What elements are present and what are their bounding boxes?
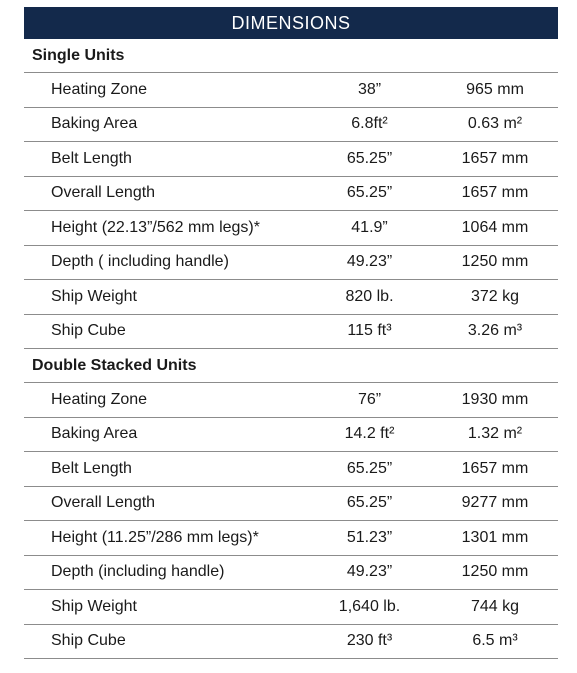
imperial-value: 41.9”	[351, 218, 388, 236]
table-row	[24, 418, 558, 453]
metric-value: 1.32 m²	[467, 425, 523, 443]
metric-value: 1930 mm	[461, 390, 529, 408]
imperial-value: 14.2 ft²	[344, 425, 395, 443]
table-row	[24, 108, 558, 143]
metric-value: 1301 mm	[461, 528, 529, 546]
section-heading-double-stacked-units: Double Stacked Units	[24, 349, 558, 383]
imperial-value: 1,640 lb.	[338, 597, 401, 615]
metric-value: 3.26 m³	[467, 322, 523, 340]
row-label: Ship Weight	[51, 287, 137, 305]
row-label: Heating Zone	[51, 80, 148, 98]
imperial-value: 820 lb.	[345, 287, 394, 305]
imperial-value: 65.25”	[346, 459, 393, 477]
imperial-value: 49.23”	[346, 253, 393, 271]
row-label: Height (11.25”/286 mm legs)*	[51, 528, 259, 546]
metric-value: 6.5 m³	[472, 632, 518, 650]
row-label: Overall Length	[51, 184, 156, 202]
dimensions-table	[24, 7, 558, 659]
double-stacked-units-rows	[24, 383, 558, 659]
metric-value: 9277 mm	[461, 494, 529, 512]
table-title: DIMENSIONS	[24, 7, 558, 39]
imperial-value: 6.8ft²	[351, 115, 388, 133]
table-row	[24, 280, 558, 315]
imperial-value: 65.25”	[346, 184, 393, 202]
table-row	[24, 487, 558, 522]
table-row	[24, 590, 558, 625]
row-label: Ship Cube	[51, 322, 126, 340]
metric-value: 1250 mm	[461, 253, 529, 271]
imperial-value: 76”	[357, 390, 382, 408]
metric-value: 1064 mm	[461, 218, 529, 236]
row-label: Ship Cube	[51, 632, 126, 650]
imperial-value: 230 ft³	[346, 632, 393, 650]
table-row	[24, 452, 558, 487]
table-row	[24, 625, 558, 660]
table-row	[24, 315, 558, 350]
metric-value: 1657 mm	[461, 149, 529, 167]
metric-value: 0.63 m²	[467, 115, 523, 133]
row-label: Baking Area	[51, 425, 138, 443]
metric-value: 1657 mm	[461, 459, 529, 477]
table-row	[24, 521, 558, 556]
metric-value: 372 kg	[470, 287, 520, 305]
row-label: Depth (including handle)	[51, 563, 225, 581]
table-row	[24, 211, 558, 246]
metric-value: 744 kg	[470, 597, 520, 615]
row-label: Depth ( including handle)	[51, 253, 229, 271]
table-row	[24, 383, 558, 418]
row-label: Baking Area	[51, 115, 138, 133]
row-label: Heating Zone	[51, 390, 148, 408]
metric-value: 1250 mm	[461, 563, 529, 581]
metric-value: 1657 mm	[461, 184, 529, 202]
imperial-value: 51.23”	[346, 528, 393, 546]
table-row	[24, 142, 558, 177]
imperial-value: 49.23”	[346, 563, 393, 581]
imperial-value: 65.25”	[346, 149, 393, 167]
imperial-value: 38”	[357, 80, 382, 98]
section-heading-single-units: Single Units	[24, 39, 558, 73]
table-row	[24, 73, 558, 108]
row-label: Ship Weight	[51, 597, 137, 615]
table-row	[24, 556, 558, 591]
row-label: Belt Length	[51, 149, 132, 167]
metric-value: 965 mm	[466, 80, 524, 98]
imperial-value: 65.25”	[346, 494, 393, 512]
row-label: Belt Length	[51, 459, 132, 477]
single-units-rows	[24, 73, 558, 349]
imperial-value: 115 ft³	[347, 322, 392, 340]
table-row	[24, 177, 558, 212]
row-label: Height (22.13”/562 mm legs)*	[51, 218, 260, 236]
table-row	[24, 246, 558, 281]
row-label: Overall Length	[51, 494, 156, 512]
